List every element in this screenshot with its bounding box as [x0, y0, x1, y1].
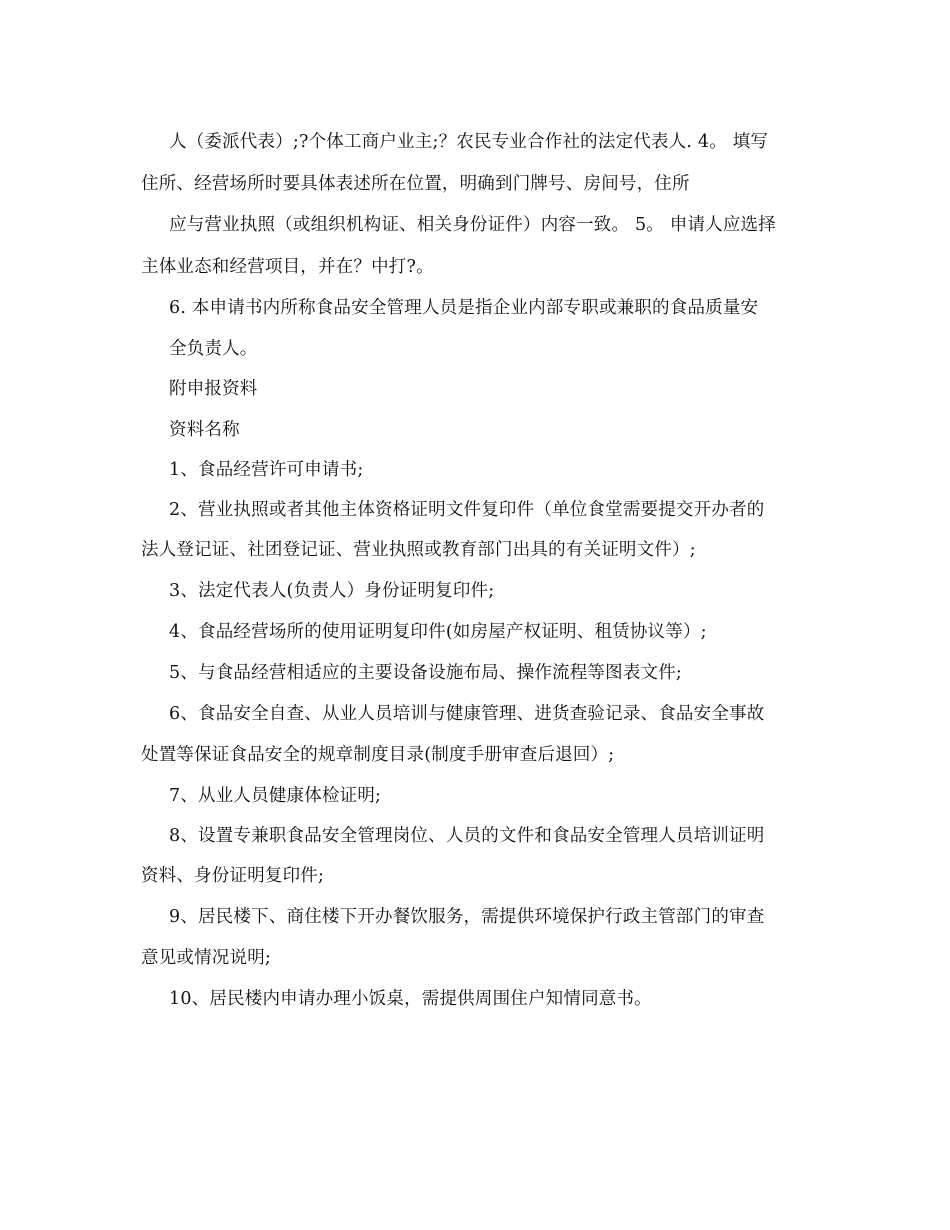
- list-item-5: 5、与食品经营相适应的主要设备设施布局、操作流程等图表文件;: [169, 663, 683, 683]
- list-item-9-continued: 意见或情况说明;: [141, 948, 271, 968]
- text-line-6: 全负责人。: [169, 339, 258, 359]
- list-item-2: 2、营业执照或者其他主体资格证明文件复印件（单位食堂需要提交开办者的: [169, 500, 765, 520]
- list-item-4: 4、食品经营场所的使用证明复印件(如房屋产权证明、租赁协议等）;: [169, 622, 707, 642]
- text-line-3: 应与营业执照（或组织机构证、相关身份证件）内容一致。 5。 申请人应选择: [169, 215, 776, 235]
- list-item-3: 3、法定代表人(负责人）身份证明复印件;: [169, 581, 495, 601]
- list-item-1: 1、食品经营许可申请书;: [169, 460, 364, 480]
- list-item-9: 9、居民楼下、商住楼下开办餐饮服务，需提供环境保护行政主管部门的审查: [169, 907, 765, 927]
- text-line-1: 人（委派代表）;?个体工商户业主;？农民专业合作社的法定代表人. 4。 填写: [169, 132, 769, 152]
- list-item-2-continued: 法人登记证、社团登记证、营业执照或教育部门出具的有关证明文件）;: [141, 540, 696, 560]
- list-item-8-continued: 资料、身份证明复印件;: [141, 866, 325, 886]
- list-item-6: 6、食品安全自查、从业人员培训与健康管理、进货查验记录、食品安全事故: [169, 704, 765, 724]
- list-item-8: 8、设置专兼职食品安全管理岗位、人员的文件和食品安全管理人员培训证明: [169, 826, 765, 846]
- section-heading-attachments: 附申报资料: [169, 379, 258, 399]
- list-item-6-continued: 处置等保证食品安全的规章制度目录(制度手册审查后退回）;: [141, 745, 615, 765]
- text-line-5: 6. 本申请书内所称食品安全管理人员是指企业内部专职或兼职的食品质量安: [169, 298, 759, 318]
- list-item-10: 10、居民楼内申请办理小饭桌，需提供周围住户知情同意书。: [169, 989, 652, 1009]
- text-line-2: 住所、经营场所时要具体表述所在位置，明确到门牌号、房间号，住所: [141, 174, 690, 194]
- list-item-7: 7、从业人员健康体检证明;: [169, 786, 382, 806]
- material-name-heading: 资料名称: [169, 420, 240, 440]
- text-line-4: 主体业态和经营项目，并在？中打?。: [141, 257, 434, 277]
